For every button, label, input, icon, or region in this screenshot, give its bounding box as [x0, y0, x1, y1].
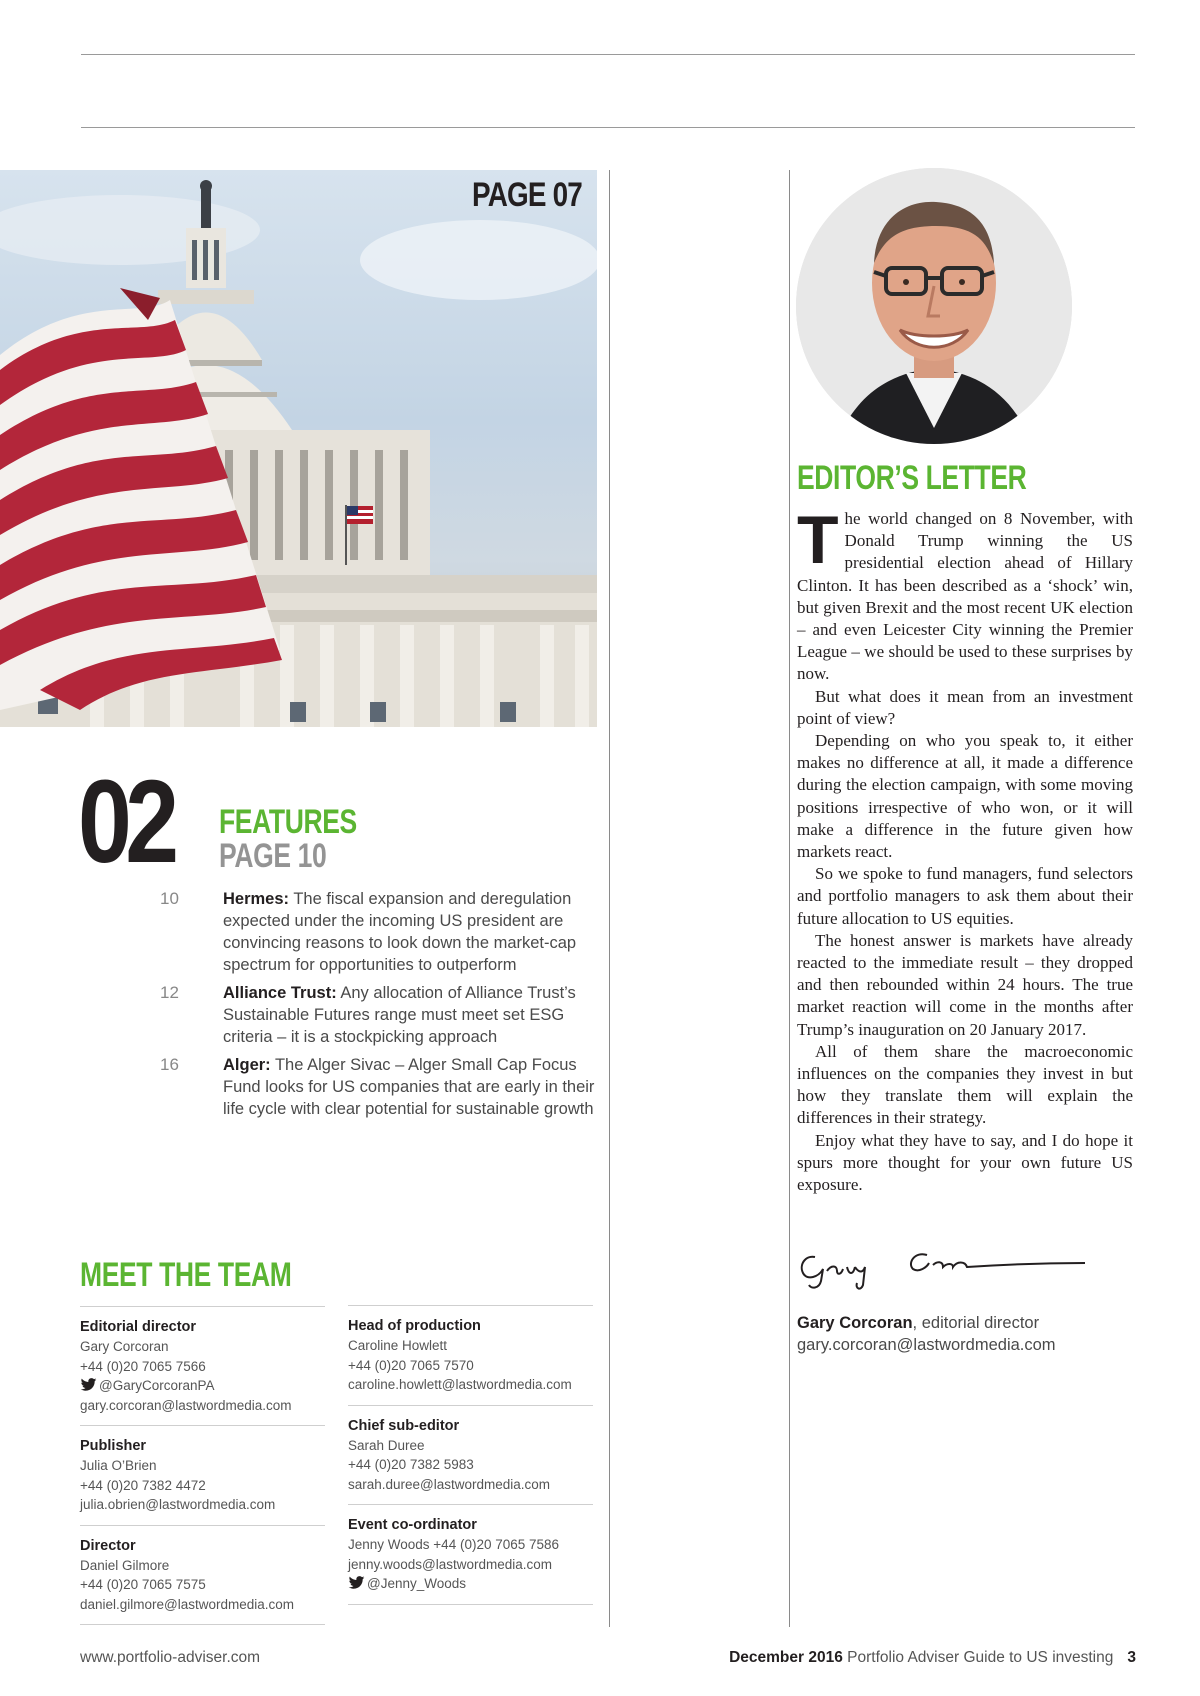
- top-rule: [81, 54, 1135, 55]
- team-title: MEET THE TEAM: [80, 1256, 292, 1294]
- column-divider-left: [609, 170, 610, 1627]
- feature-name: Alliance Trust:: [223, 984, 337, 1002]
- letter-paragraph: All of them share the macroeconomic influences on the companies they invest in but how they translate them will explain the differences in their strategy.: [797, 1041, 1133, 1128]
- member-role: Event co-ordinator: [348, 1517, 477, 1533]
- member-email[interactable]: daniel.gilmore@lastwordmedia.com: [80, 1596, 295, 1612]
- team-member: [348, 1504, 593, 1605]
- member-role: Director: [80, 1537, 136, 1554]
- feature-item[interactable]: [160, 888, 600, 976]
- member-phone[interactable]: +44 (0)20 7065 7570: [348, 1357, 474, 1373]
- editors-letter-title: EDITOR’S LETTER: [797, 459, 1027, 497]
- member-name: Caroline Howlett: [348, 1338, 448, 1353]
- member-role: Chief sub-editor: [348, 1417, 460, 1434]
- footer-issue: [729, 1649, 1136, 1667]
- editor-role: , editorial director: [912, 1314, 1040, 1332]
- team-member: [80, 1425, 325, 1525]
- feature-description: The fiscal expansion and deregulation expected under the incoming US president are convincing reasons to look down the market-cap spectrum for opportunities to outperform: [223, 890, 577, 974]
- member-name: Gary Corcoran: [80, 1339, 169, 1354]
- footer-page-number: 3: [1127, 1649, 1136, 1666]
- team-member: [348, 1305, 593, 1405]
- feature-item[interactable]: [160, 1054, 600, 1120]
- drop-cap: T: [797, 502, 839, 578]
- member-email[interactable]: julia.obrien@lastwordmedia.com: [80, 1497, 276, 1512]
- feature-name: Hermes:: [223, 890, 290, 908]
- feature-page-number: 16: [160, 1055, 179, 1074]
- footer-website[interactable]: www.portfolio-adviser.com: [80, 1649, 261, 1666]
- member-role: Editorial director: [80, 1319, 197, 1335]
- footer-publication: Portfolio Adviser Guide to US investing: [842, 1649, 1114, 1666]
- member-twitter[interactable]: @GaryCorcoranPA: [80, 1376, 325, 1396]
- hero-page-label[interactable]: PAGE 07: [472, 176, 582, 214]
- feature-page-number: 12: [160, 983, 179, 1002]
- member-name: Daniel Gilmore: [80, 1557, 170, 1573]
- features-page-link[interactable]: PAGE 10: [219, 837, 327, 875]
- letter-paragraph: Depending on who you speak to, it either makes no difference at all, it made a difference during the election campaign, with some moving positions irrespective of who won, or it will make a difference in the future given how markets react.: [797, 731, 1133, 862]
- letter-paragraph: So we spoke to fund managers, fund selectors and portfolio managers to ask them about their future allocation to US equities.: [797, 864, 1133, 928]
- member-email[interactable]: caroline.howlett@lastwordmedia.com: [348, 1377, 572, 1392]
- member-name: Julia O’Brien: [80, 1458, 157, 1473]
- letter-paragraph: But what does it mean from an investment point of view?: [797, 686, 1133, 728]
- editor-portrait: [796, 168, 1072, 444]
- capitol-flag-photo: [0, 170, 597, 727]
- column-divider-right: [789, 170, 790, 1627]
- member-name: Sarah Duree: [348, 1437, 425, 1453]
- letter-paragraph: Enjoy what they have to say, and I do hope it spurs more thought for your own future US exposure.: [797, 1130, 1133, 1195]
- second-rule: [81, 127, 1135, 128]
- editor-email[interactable]: gary.corcoran@lastwordmedia.com: [797, 1336, 1056, 1354]
- member-role: Publisher: [80, 1438, 147, 1454]
- member-name-phone[interactable]: Jenny Woods +44 (0)20 7065 7586: [348, 1537, 560, 1552]
- member-phone[interactable]: +44 (0)20 7382 4472: [80, 1477, 206, 1493]
- footer-date: December 2016: [729, 1649, 843, 1666]
- editor-signature: [797, 1245, 1097, 1295]
- feature-description: The Alger Sivac – Alger Small Cap Focus Fund looks for US companies that are early in their life cycle with clear potential for sustainable growth: [223, 1056, 595, 1118]
- team-member: [348, 1405, 593, 1505]
- team-member: [80, 1525, 325, 1626]
- twitter-icon: [80, 1378, 97, 1391]
- member-phone[interactable]: +44 (0)20 7065 7566: [80, 1358, 206, 1374]
- letter-paragraph: The honest answer is markets have already reacted to the immediate result – they dropped and then rebounded within 24 hours. The true market reaction will come in the months after Trump’s inauguration on 20 January 2017.: [797, 930, 1133, 1039]
- member-email[interactable]: gary.corcoran@lastwordmedia.com: [80, 1397, 292, 1413]
- member-phone[interactable]: +44 (0)20 7382 5983: [348, 1457, 474, 1472]
- member-role: Head of production: [348, 1318, 481, 1334]
- team-column-right: [348, 1305, 593, 1605]
- feature-name: Alger:: [223, 1056, 271, 1074]
- member-email[interactable]: jenny.woods@lastwordmedia.com: [348, 1556, 553, 1572]
- feature-page-number: 10: [160, 889, 179, 908]
- feature-item[interactable]: [160, 982, 600, 1048]
- features-list: [160, 888, 600, 1126]
- twitter-icon: [348, 1576, 365, 1589]
- team-member: [80, 1306, 325, 1425]
- section-number: 02: [78, 756, 173, 888]
- editors-letter-body: [797, 502, 1133, 1196]
- member-twitter[interactable]: @Jenny_Woods: [348, 1574, 593, 1594]
- features-title: FEATURES: [219, 803, 357, 841]
- feature-description: Any allocation of Alliance Trust’s Sustainable Futures range must meet set ESG criteria – it is a stockpicking approach: [223, 984, 576, 1046]
- letter-paragraph: The world changed on 8 November, with Donald Trump winning the US presidential election ahead of Hillary Clinton. It has been described as a ‘shock’ win, but given Brexit and the most recent UK election – and even Leicester City winning the Premier League – we should be used to these surprises by now.: [797, 502, 1133, 684]
- editor-name: Gary Corcoran: [797, 1314, 913, 1332]
- member-email[interactable]: sarah.duree@lastwordmedia.com: [348, 1476, 551, 1492]
- member-phone[interactable]: +44 (0)20 7065 7575: [80, 1577, 206, 1592]
- team-column-left: [80, 1306, 325, 1625]
- editor-signoff: [797, 1312, 1056, 1356]
